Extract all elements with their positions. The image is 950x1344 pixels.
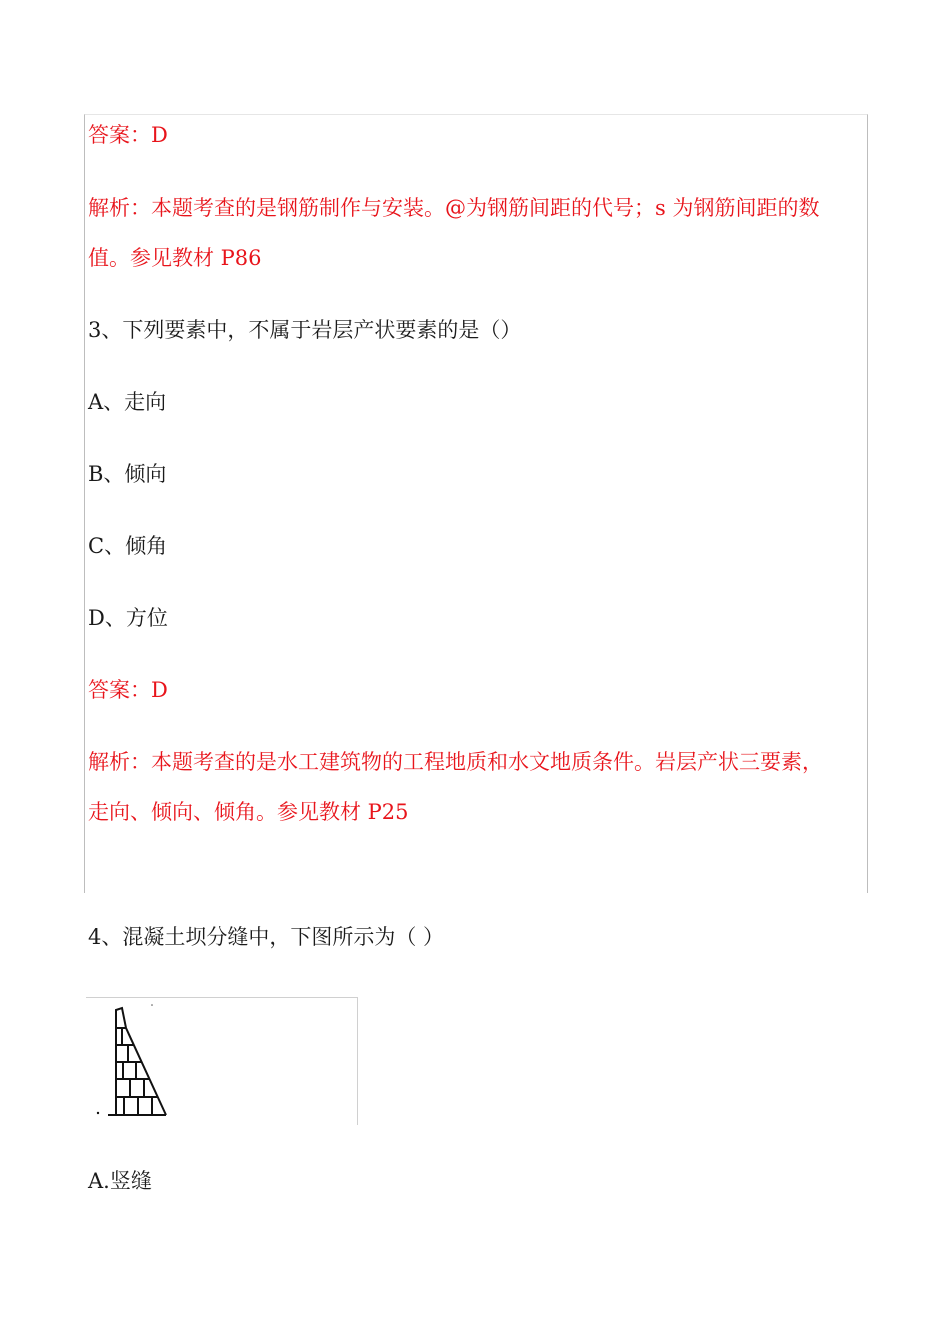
q3-option-a: A、走向 — [88, 390, 167, 414]
q3-answer: 答案：D — [88, 678, 168, 702]
q2-analysis-line1: 解析：本题考查的是钢筋制作与安装。@为钢筋间距的代号；s 为钢筋间距的数 — [88, 196, 820, 220]
q3-option-b: B、倾向 — [88, 462, 167, 486]
q3-option-d: D、方位 — [88, 606, 168, 630]
q2-answer: 答案：D — [88, 123, 168, 147]
dam-joint-figure — [86, 997, 358, 1125]
q3-option-c: C、倾角 — [88, 534, 168, 558]
q4-question: 4、混凝土坝分缝中，下图所示为（ ） — [88, 925, 445, 949]
q2-analysis-line2: 值。参见教材 P86 — [88, 246, 262, 270]
q3-analysis-line2: 走向、倾向、倾角。参见教材 P25 — [88, 800, 409, 824]
dam-section-drawing — [86, 998, 357, 1125]
q4-option-a: A.竖缝 — [88, 1169, 152, 1193]
q3-analysis-line1: 解析：本题考查的是水工建筑物的工程地质和水文地质条件。岩层产状三要素， — [88, 750, 823, 774]
q3-question: 3、下列要素中，不属于岩层产状要素的是（） — [88, 318, 522, 342]
